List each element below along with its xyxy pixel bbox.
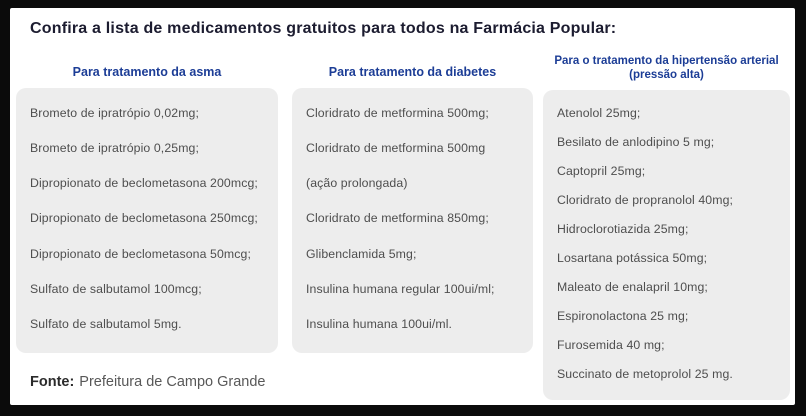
medication-item: Dipropionato de beclometasona 250mcg;: [30, 211, 258, 226]
medication-item: Captopril 25mg;: [557, 164, 646, 178]
medication-item: Dipropionato de beclometasona 200mcg;: [30, 176, 258, 191]
medication-item: Sulfato de salbutamol 100mcg;: [30, 281, 202, 296]
medication-item: Glibenclamida 5mg;: [306, 246, 417, 261]
medication-panel-diabetes: [292, 88, 533, 353]
medication-item: Maleato de enalapril 10mg;: [557, 280, 708, 294]
medication-item: Besilato de anlodipino 5 mg;: [557, 135, 715, 149]
column-header-hipertensao-line1: Para o tratamento da hipertensão arterial: [554, 55, 779, 67]
medication-item: Dipropionato de beclometasona 50mcg;: [30, 246, 251, 261]
source-value: Prefeitura de Campo Grande: [79, 374, 266, 390]
source-label: Fonte:: [30, 374, 75, 390]
column-header-hipertensao-line2: (pressão alta): [629, 68, 704, 81]
medication-item: Insulina humana 100ui/ml.: [306, 316, 453, 331]
page-title: Confira a lista de medicamentos gratuitos para todos na Farmácia Popular:: [30, 20, 617, 37]
medication-item: Hidroclorotiazida 25mg;: [557, 222, 689, 236]
medication-item: Cloridrato de metformina 500mg: [306, 141, 486, 156]
medication-item: Losartana potássica 50mg;: [557, 251, 708, 265]
column-header-asma: [16, 65, 278, 79]
medication-item: Cloridrato de metformina 500mg;: [306, 106, 489, 120]
column-header-diabetes: [292, 65, 533, 79]
medication-item: Insulina humana regular 100ui/ml;: [306, 281, 495, 296]
medication-panel-hipertensao: [543, 90, 790, 400]
medication-item: Brometo de ipratrópio 0,02mg;: [30, 106, 199, 120]
medication-panel-asma: [16, 88, 278, 353]
medication-item: Cloridrato de metformina 850mg;: [306, 211, 489, 226]
column-header-diabetes-text: Para tratamento da diabetes: [328, 65, 497, 79]
medication-item: Succinato de metoprolol 25 mg.: [557, 367, 733, 381]
medication-item: Espironolactona 25 mg;: [557, 309, 689, 323]
medication-item: Cloridrato de propranolol 40mg;: [557, 193, 734, 207]
column-header-hipertensao: [543, 55, 790, 82]
infographic-card: [10, 8, 795, 405]
column-header-asma-text: Para tratamento da asma: [72, 65, 222, 79]
medication-item: Brometo de ipratrópio 0,25mg;: [30, 141, 199, 156]
medication-item: Atenolol 25mg;: [557, 106, 641, 120]
medication-item: Sulfato de salbutamol 5mg.: [30, 316, 182, 331]
medication-item: (ação prolongada): [306, 176, 408, 191]
medication-item: Furosemida 40 mg;: [557, 338, 665, 352]
source-footer: [30, 374, 265, 390]
